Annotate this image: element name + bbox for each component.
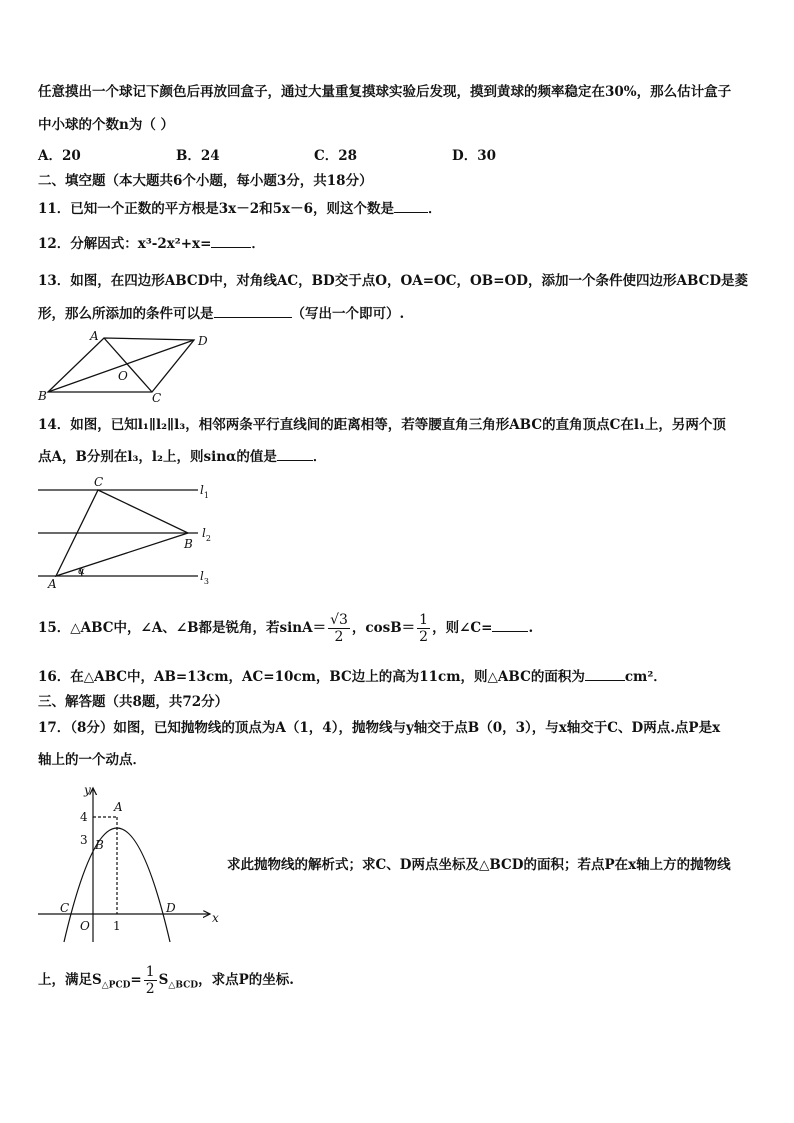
q11 <box>38 199 441 218</box>
q16-answer-blank <box>585 667 625 681</box>
q10-line1: 任意摸出一个球记下颜色后再放回盒子，通过大量重复摸球实验后发现，摸到黄球的频率稳定在30%，那么估计盒子 <box>38 84 732 100</box>
label-l2: $l_2$ <box>202 526 211 543</box>
q14-line1: 14．如图，已知l₁∥l₂∥l₃，相邻两条平行直线间的距离相等，若等腰直角三角形ABC的直角顶点C在l₁上，另两个顶 <box>38 417 726 433</box>
fraction-1-over-2 <box>417 612 430 645</box>
q12-text: 12．分解因式：x³-2x²+x= <box>38 236 212 252</box>
q16-text: 16．在△ABC中，AB=13cm，AC=10cm，BC边上的高为11cm，则△ABC的面积为 <box>38 669 585 685</box>
q10-line2: 中小球的个数n为（ ） <box>38 117 175 133</box>
frac1-denominator: 2 <box>334 629 344 645</box>
label-alpha: α <box>78 566 85 577</box>
q17-last-d: ，求点P的坐标. <box>198 972 294 988</box>
q10-option-b: B．24 <box>176 148 220 164</box>
section-2-heading: 二、填空题（本大题共6个小题，每小题3分，共18分） <box>38 173 373 189</box>
q17-side-text: 求此抛物线的解析式；求C、D两点坐标及△BCD的面积；若点P在x轴上方的抛物线 <box>227 857 731 873</box>
q14-line2b: ． <box>312 449 327 465</box>
q17-sub-bcd: △BCD <box>168 980 199 991</box>
q17-last-a: 上，满足S <box>38 972 102 988</box>
q14-answer-blank <box>277 447 313 461</box>
q15-part-a: 15．△ABC中，∠A、∠B都是锐角，若sinA＝ <box>38 620 327 636</box>
tick-3: 3 <box>80 833 88 847</box>
q15-part-b: ，cosB＝ <box>351 620 416 636</box>
q11-text: 11．已知一个正数的平方根是3x－2和5x－6，则这个数是 <box>38 201 394 217</box>
q16-end: cm²． <box>624 669 667 685</box>
label-c: C <box>60 901 70 915</box>
q12-answer-blank <box>211 234 251 248</box>
diagonal-ac <box>104 338 152 392</box>
label-a: A <box>48 577 57 590</box>
label-c: C <box>94 475 104 489</box>
q17-line1: 17．（8分）如图，已知抛物线的顶点为A（1，4），抛物线与y轴交于点B（0，3），与x轴交于C、D两点.点P是x <box>38 720 721 736</box>
q17-sub-pcd: △PCD <box>101 980 131 991</box>
frac1-numerator: √3 <box>330 612 348 628</box>
tick-4: 4 <box>80 810 88 824</box>
q15-part-c: ，则∠C= <box>432 620 493 636</box>
q12 <box>38 234 265 253</box>
q17-line2: 轴上的一个动点． <box>38 752 146 768</box>
label-o: O <box>80 919 90 933</box>
q13-line2 <box>38 304 404 323</box>
q13-line2a: 形，那么所添加的条件可以是 <box>38 306 214 322</box>
label-b: B <box>184 537 193 551</box>
fraction-sqrt3-over-2 <box>328 612 350 645</box>
q14-line2a: 点A，B分别在l₃，l₂上，则sinα的值是 <box>38 449 277 465</box>
label-x: x <box>212 911 219 925</box>
q15 <box>38 608 533 648</box>
q17-last-b: = <box>130 972 142 988</box>
label-d: D <box>198 334 208 348</box>
tick-1: 1 <box>113 919 121 933</box>
q16 <box>38 667 667 686</box>
q14-parallel-lines-figure <box>34 474 216 590</box>
q13-answer-blank <box>214 304 292 318</box>
q17-last-c: S <box>158 972 169 988</box>
label-b: B <box>38 389 47 403</box>
q11-end: ． <box>427 201 442 217</box>
q17-parabola-figure <box>34 780 224 948</box>
label-a: A <box>90 329 99 343</box>
label-l3: $l_3$ <box>200 569 209 586</box>
q17-frac-denominator: 2 <box>145 981 155 997</box>
label-d: D <box>166 901 176 915</box>
q12-end: ． <box>251 236 265 252</box>
q11-answer-blank <box>394 199 428 213</box>
label-a: A <box>114 800 123 814</box>
section-3-heading: 三、解答题（共8题，共72分） <box>38 694 229 710</box>
q13-parallelogram-figure <box>34 328 214 404</box>
q14-line2 <box>38 447 326 466</box>
q10-option-a: A．20 <box>38 148 81 164</box>
q13-line2b: （写出一个即可）. <box>291 306 405 322</box>
label-b: B <box>95 838 104 852</box>
label-c: C <box>152 391 162 404</box>
frac2-denominator: 2 <box>419 629 429 645</box>
q15-end: . <box>528 620 534 636</box>
fraction-1-over-2 <box>144 964 157 997</box>
label-l1: $l_1$ <box>200 483 209 500</box>
q10-option-c: C．28 <box>314 148 358 164</box>
q15-answer-blank <box>492 618 528 632</box>
label-y: y <box>84 783 91 797</box>
q17-frac-numerator: 1 <box>145 964 155 980</box>
diagonal-bd <box>48 340 194 392</box>
label-o: O <box>118 369 128 383</box>
frac2-numerator: 1 <box>419 612 429 628</box>
q13-line1: 13．如图，在四边形ABCD中，对角线AC，BD交于点O，OA=OC，OB=OD，添加一个条件使四边形ABCD是菱 <box>38 273 749 289</box>
q17-last-line <box>38 960 294 1006</box>
q10-option-d: D．30 <box>452 148 496 164</box>
